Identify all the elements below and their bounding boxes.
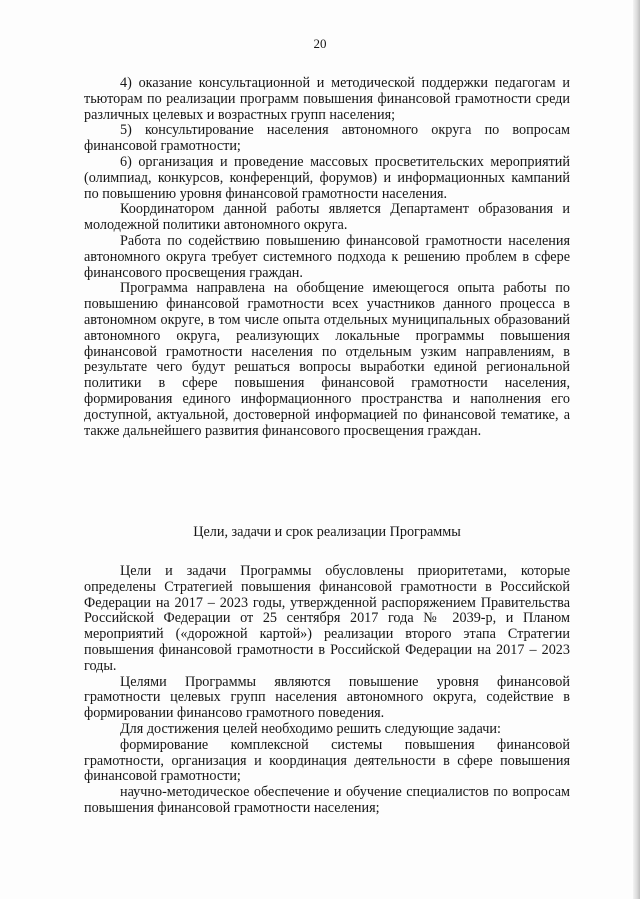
text-block-bottom — [84, 564, 570, 817]
section-heading: Цели, задачи и срок реализации Программы — [193, 524, 461, 540]
paragraph-item-4: 4) оказание консультационной и методической поддержки педагогам и тьюторам по реализации программ повышения финансовой грамотности среди различных целевых и возрастных групп населения; — [84, 75, 570, 123]
paragraph-item-6: 6) организация и проведение массовых просветительских мероприятий (олимпиад, конкурсов, конференций, форумов) и информационных кампаний по повышению уровня финансовой грамотности населения. — [84, 153, 570, 202]
paragraph-item-5: 5) консультирование населения автономного округа по вопросам финансовой грамотности; — [84, 122, 570, 155]
section-heading-block — [84, 525, 570, 541]
paragraph-task-training: научно-методическое обеспечение и обучение специалистов по вопросам повышения финансовой грамотности населения; — [84, 784, 570, 816]
paragraph-program-direction: Программа направлена на обобщение имеющегося опыта работы по повышению финансовой грамотности всех участников данного процесса в автономном округе, в том числе опыта отдельных муниципальных образований автономного округа, реализующих локальные программы повышения финансовой грамотности населения по отдельным узким направлениям, в результате чего будут решаться вопросы выработки единой региональной политики в сфере повышения финансовой грамотности населения, формирования единого информационного пространства и наполнения его доступной, актуальной, достоверной информацией по финансовой тематике, а также дальнейшего развития финансового просвещения граждан. — [84, 280, 570, 439]
page-number: 20 — [313, 36, 327, 51]
text-block-top — [84, 76, 570, 439]
paragraph-tasks-intro: Для достижения целей необходимо решить следующие задачи: — [120, 720, 501, 737]
paragraph-task-system: формирование комплексной системы повышения финансовой грамотности, организация и координация деятельности в сфере повышения финансовой грамотности; — [84, 736, 570, 785]
scan-edge-shadow — [633, 0, 640, 899]
paragraph-goals: Целями Программы являются повышение уровня финансовой грамотности целевых групп населения автономного округа, содействие в формировании финансово грамотного поведения. — [84, 673, 570, 722]
paragraph-coordinator: Координатором данной работы является Департамент образования и молодежной политики автономного округа. — [84, 201, 570, 234]
paragraph-system-approach: Работа по содействию повышению финансовой грамотности населения автономного округа требует системного подхода к решению проблем в сфере финансового просвещения граждан. — [84, 232, 570, 281]
paragraph-goals-priorities: Цели и задачи Программы обусловлены приоритетами, которые определены Стратегией повышения финансовой грамотности в Российской Федерации на 2017 – 2023 годы, утвержденной распоряжением Правительства Российской Федерации от 25 сентября 2017 года № 2039-р, и Планом мероприятий («дорожной картой») реализации второго этапа Стратегии повышения финансовой грамотности в Российской Федерации на 2017 – 2023 годы. — [84, 563, 570, 674]
